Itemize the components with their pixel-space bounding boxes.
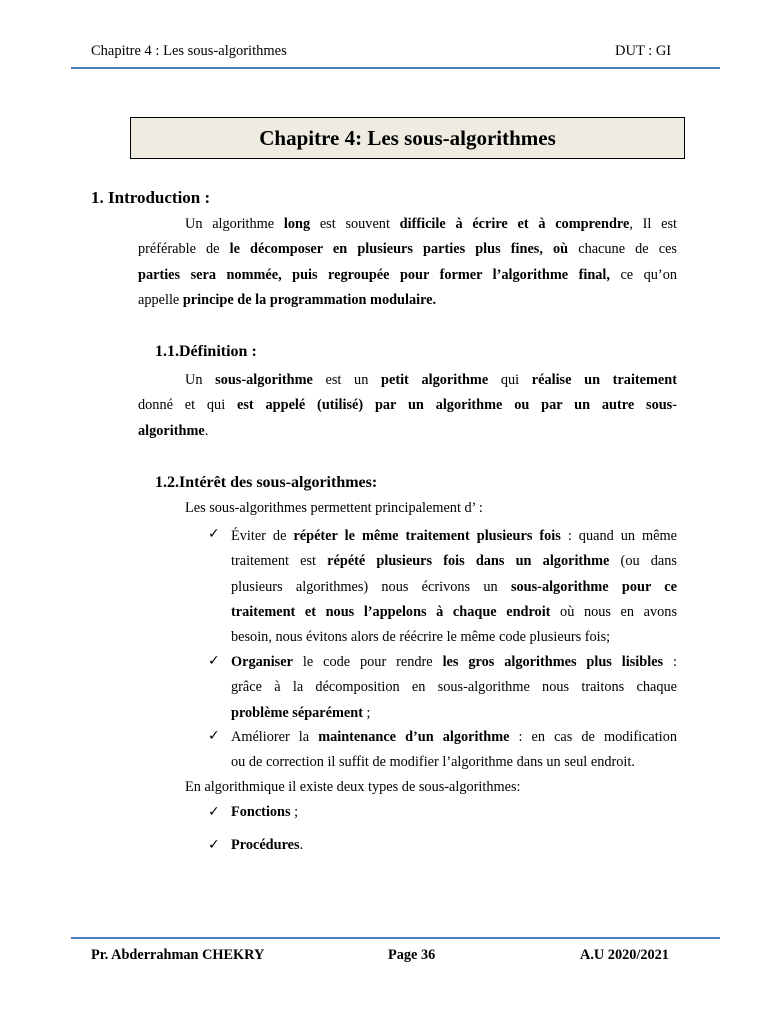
- text-run: donné et qui: [138, 397, 238, 414]
- header-rule: [71, 67, 720, 69]
- running-header-left: Chapitre 4 : Les sous-algorithmes: [91, 43, 287, 59]
- bold-text: algorithme: [138, 422, 205, 439]
- bullet-eviter: [231, 524, 677, 650]
- check-icon: ✓: [208, 804, 220, 820]
- text-line: [138, 368, 677, 393]
- text-line: [138, 393, 677, 418]
- bold-text: Procédures: [231, 837, 300, 853]
- type-fonctions: [231, 804, 298, 821]
- text-run: chacune de ces: [568, 241, 677, 258]
- bold-text: répéter le même traitement plusieurs fois: [293, 528, 561, 544]
- text-run: ;: [290, 804, 299, 820]
- text-run: ce qu’on: [609, 266, 677, 283]
- check-icon: ✓: [208, 526, 220, 542]
- types-intro: En algorithmique il existe deux types de sous-algorithmes:: [185, 779, 521, 795]
- text-run: le code pour rendre: [292, 654, 443, 670]
- text-run: est un: [312, 372, 382, 388]
- text-line: [231, 625, 677, 650]
- text-run: ou de correction il suffit de modifier l’algorithme dans un seul endroit.: [231, 754, 635, 771]
- text-run: appelle: [138, 291, 183, 308]
- bold-text: problème séparément: [231, 704, 363, 721]
- text-line: [231, 675, 677, 700]
- running-header-right: DUT : GI: [615, 43, 672, 59]
- bold-text: sous-algorithme pour ce: [510, 578, 678, 595]
- bold-text: maintenance d’un algorithme: [318, 729, 510, 745]
- bold-text: principe de la programmation modulaire.: [182, 291, 437, 308]
- bold-text: répété plusieurs fois dans un algorithme: [327, 553, 610, 570]
- text-run: (ou dans: [609, 553, 677, 570]
- text-run: grâce à la décomposition en sous-algorithme nous traitons chaque: [231, 679, 677, 696]
- bold-text: Fonctions: [231, 804, 291, 820]
- footer-page: Page 36: [388, 947, 436, 963]
- definition-paragraph: [138, 368, 677, 444]
- bold-text: le décomposer en plusieurs parties plus fines, où: [229, 241, 569, 258]
- text-run: , Il est: [629, 216, 677, 232]
- text-run: Un algorithme: [185, 216, 284, 232]
- intro-heading: 1. Introduction :: [91, 188, 211, 207]
- bold-text: difficile à écrire et à comprendre: [399, 216, 630, 232]
- text-run: qui: [488, 372, 532, 388]
- bold-text: parties sera nommée, puis regroupée pour former l’algorithme final,: [138, 266, 610, 283]
- interet-intro: Les sous-algorithmes permettent principalement d’ :: [185, 500, 483, 516]
- text-line: [138, 237, 677, 262]
- chapter-title: Chapitre 4: Les sous-algorithmes: [130, 117, 685, 159]
- bold-text: les gros algorithmes plus lisibles: [442, 654, 664, 670]
- bold-text: traitement et nous l’appelons à chaque endroit: [231, 603, 551, 620]
- check-icon: ✓: [208, 653, 220, 669]
- text-run: Améliorer la: [231, 729, 319, 745]
- text-line: [138, 419, 677, 444]
- text-run: traitement est: [231, 553, 328, 570]
- text-run: Éviter de: [231, 528, 294, 544]
- text-line: [231, 549, 677, 574]
- check-icon: ✓: [208, 728, 220, 744]
- text-line: [231, 575, 677, 600]
- intro-paragraph: [138, 212, 677, 313]
- text-line: [138, 212, 677, 237]
- text-line: [231, 725, 677, 750]
- footer-author: Pr. Abderrahman CHEKRY: [91, 947, 265, 963]
- text-run: : quand un même: [560, 528, 677, 544]
- text-run: plusieurs algorithmes) nous écrivons un: [231, 578, 511, 595]
- text-run: : en cas de modification: [509, 729, 677, 745]
- text-line: [138, 263, 677, 288]
- text-line: [231, 701, 677, 726]
- text-run: préférable de: [138, 241, 230, 258]
- text-run: .: [299, 837, 304, 853]
- text-run: Un: [185, 372, 216, 388]
- footer-year: A.U 2020/2021: [580, 947, 669, 963]
- text-run: :: [663, 654, 677, 670]
- text-run: est souvent: [310, 216, 400, 232]
- text-line: [138, 288, 677, 313]
- text-run: ;: [362, 704, 371, 721]
- text-line: [231, 524, 677, 549]
- bold-text: réalise un traitement: [531, 372, 677, 388]
- text-line: [231, 600, 677, 625]
- type-procedures: [231, 837, 303, 854]
- bold-text: est appelé (utilisé) par un algorithme ou par un autre sous-: [237, 397, 678, 414]
- bold-text: Organiser: [231, 654, 293, 670]
- check-icon: ✓: [208, 837, 220, 853]
- interet-heading: 1.2.Intérêt des sous-algorithmes:: [155, 474, 378, 491]
- footer-rule: [71, 937, 720, 939]
- text-run: où nous en avons: [550, 603, 678, 620]
- text-run: .: [204, 422, 209, 439]
- bullet-ameliorer: [231, 725, 677, 776]
- text-line: [231, 750, 677, 775]
- text-line: [231, 650, 677, 675]
- text-run: besoin, nous évitons alors de réécrire le même code plusieurs fois;: [231, 629, 611, 646]
- bold-text: petit algorithme: [381, 372, 489, 388]
- bold-text: long: [283, 216, 311, 232]
- definition-heading: 1.1.Définition :: [155, 343, 257, 360]
- bold-text: sous-algorithme: [215, 372, 313, 388]
- bullet-organiser: [231, 650, 677, 726]
